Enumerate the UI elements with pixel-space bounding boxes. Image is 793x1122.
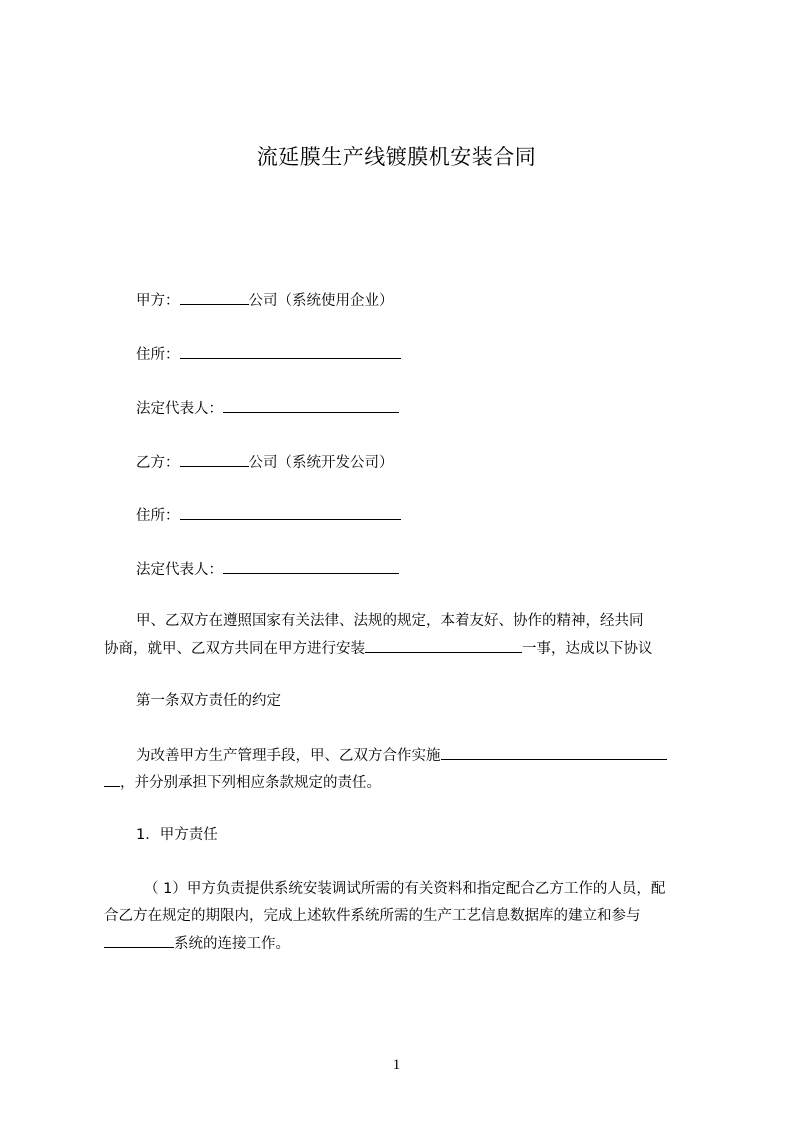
article-1-project-blank-cont <box>104 772 120 787</box>
preamble-line-2-prefix: 协商，就甲、乙双方共同在甲方进行安装 <box>104 641 365 657</box>
party-b-rep-label: 法定代表人： <box>136 562 223 578</box>
article-1-heading: 第一条双方责任的约定 <box>136 693 281 709</box>
party-a-rep-line <box>136 398 399 419</box>
page-number: 1 <box>392 1057 401 1073</box>
party-a-name-blank <box>180 290 249 305</box>
preamble-line-2 <box>104 638 653 659</box>
party-b-rep-line <box>136 559 399 580</box>
party-b-address-blank <box>180 505 401 520</box>
party-b-address-label: 住所： <box>136 508 180 524</box>
party-a-suffix: 公司（系统使用企业） <box>248 293 394 309</box>
preamble-line-1: 甲、乙双方在遵照国家有关法律、法规的规定，本着友好、协作的精神，经共同 <box>136 613 644 629</box>
preamble-line-2-suffix: 一事，达成以下协议 <box>522 641 653 657</box>
document-title: 流延膜生产线镀膜机安装合同 <box>256 145 537 169</box>
article-1-project-blank <box>441 745 667 760</box>
party-a-address-blank <box>180 344 401 359</box>
party-b-name-blank <box>180 452 249 467</box>
article-1-para-text: 为改善甲方生产管理手段，甲、乙双方合作实施 <box>136 748 441 764</box>
article-1-para-line-1 <box>136 745 667 766</box>
section-1-item-1-line-2: 合乙方在规定的期限内，完成上述软件系统所需的生产工艺信息数据库的建立和参与 <box>104 908 641 924</box>
section-1-item-1-line-1: （ 1）甲方负责提供系统安装调试所需的有关资料和指定配合乙方工作的人员，配 <box>144 881 666 897</box>
article-1-para-suffix: ，并分别承担下列相应条款规定的责任。 <box>120 775 381 791</box>
party-b-suffix: 公司（系统开发公司） <box>248 455 394 471</box>
party-b-label: 乙方： <box>136 455 180 471</box>
party-a-label: 甲方： <box>136 293 180 309</box>
party-a-address-label: 住所： <box>136 347 180 363</box>
party-a-rep-label: 法定代表人： <box>136 401 223 417</box>
party-a-address-line <box>136 344 401 365</box>
party-b-address-line <box>136 505 401 526</box>
section-1-item-1-line-3-suffix: 系统的连接工作。 <box>174 936 290 952</box>
preamble-project-blank <box>365 638 522 653</box>
section-1-item-1-line-3 <box>104 933 290 954</box>
party-a-rep-blank <box>223 398 399 413</box>
article-1-para-line-2 <box>104 772 381 793</box>
section-1-system-blank <box>104 933 174 948</box>
section-1-heading: 1．甲方责任 <box>136 827 218 843</box>
party-a-line <box>136 290 394 311</box>
party-b-rep-blank <box>223 559 399 574</box>
party-b-line <box>136 452 394 473</box>
